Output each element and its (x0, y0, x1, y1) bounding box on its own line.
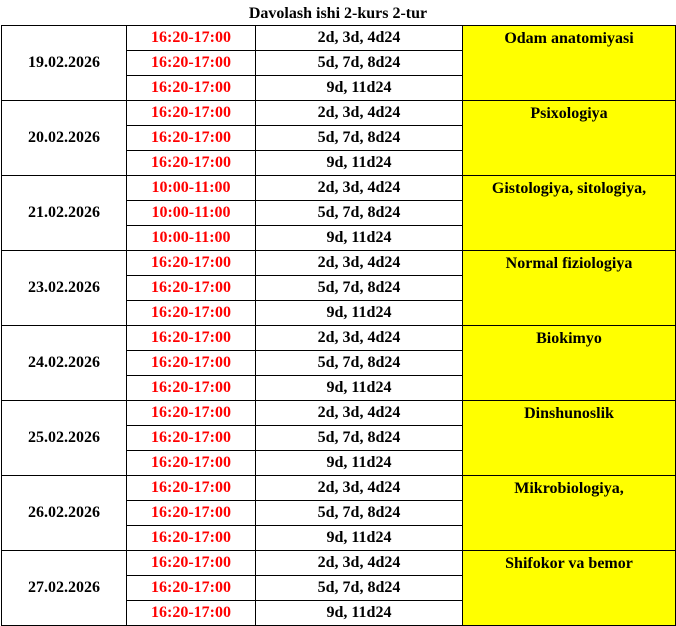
time-cell: 16:20-17:00 (127, 126, 256, 151)
time-cell: 10:00-11:00 (127, 176, 256, 201)
table-row (2, 101, 676, 126)
subject-cell: Psixologiya (463, 101, 676, 176)
groups-cell: 2d, 3d, 4d24 (256, 401, 463, 426)
groups-cell: 5d, 7d, 8d24 (256, 426, 463, 451)
time-cell: 16:20-17:00 (127, 451, 256, 476)
subject-cell: Biokimyo (463, 326, 676, 401)
date-cell: 24.02.2026 (2, 326, 127, 401)
groups-cell: 5d, 7d, 8d24 (256, 276, 463, 301)
time-cell: 16:20-17:00 (127, 51, 256, 76)
table-row (2, 26, 676, 51)
groups-cell: 5d, 7d, 8d24 (256, 501, 463, 526)
subject-cell: Odam anatomiyasi (463, 26, 676, 101)
groups-cell: 9d, 11d24 (256, 451, 463, 476)
table-row (2, 476, 676, 501)
time-cell: 16:20-17:00 (127, 601, 256, 626)
groups-cell: 5d, 7d, 8d24 (256, 51, 463, 76)
groups-cell: 5d, 7d, 8d24 (256, 576, 463, 601)
date-cell: 26.02.2026 (2, 476, 127, 551)
groups-cell: 9d, 11d24 (256, 526, 463, 551)
groups-cell: 2d, 3d, 4d24 (256, 476, 463, 501)
groups-cell: 5d, 7d, 8d24 (256, 351, 463, 376)
table-row (2, 326, 676, 351)
groups-cell: 2d, 3d, 4d24 (256, 101, 463, 126)
groups-cell: 5d, 7d, 8d24 (256, 126, 463, 151)
subject-cell: Mikrobiologiya, (463, 476, 676, 551)
time-cell: 16:20-17:00 (127, 76, 256, 101)
groups-cell: 9d, 11d24 (256, 301, 463, 326)
groups-cell: 2d, 3d, 4d24 (256, 251, 463, 276)
subject-cell: Gistologiya, sitologiya, (463, 176, 676, 251)
groups-cell: 9d, 11d24 (256, 76, 463, 101)
time-cell: 16:20-17:00 (127, 576, 256, 601)
time-cell: 16:20-17:00 (127, 276, 256, 301)
table-row (2, 551, 676, 576)
time-cell: 16:20-17:00 (127, 501, 256, 526)
schedule-table (1, 25, 676, 626)
groups-cell: 9d, 11d24 (256, 226, 463, 251)
time-cell: 10:00-11:00 (127, 201, 256, 226)
date-cell: 25.02.2026 (2, 401, 127, 476)
time-cell: 16:20-17:00 (127, 326, 256, 351)
groups-cell: 5d, 7d, 8d24 (256, 201, 463, 226)
groups-cell: 2d, 3d, 4d24 (256, 176, 463, 201)
page-title: Davolash ishi 2-kurs 2-tur (248, 5, 428, 22)
schedule-body (2, 26, 676, 626)
time-cell: 16:20-17:00 (127, 426, 256, 451)
time-cell: 16:20-17:00 (127, 101, 256, 126)
date-cell: 23.02.2026 (2, 251, 127, 326)
groups-cell: 2d, 3d, 4d24 (256, 26, 463, 51)
groups-cell: 9d, 11d24 (256, 601, 463, 626)
date-cell: 20.02.2026 (2, 101, 127, 176)
table-row (2, 176, 676, 201)
time-cell: 10:00-11:00 (127, 226, 256, 251)
subject-cell: Dinshunoslik (463, 401, 676, 476)
table-row (2, 251, 676, 276)
date-cell: 27.02.2026 (2, 551, 127, 626)
time-cell: 16:20-17:00 (127, 251, 256, 276)
groups-cell: 9d, 11d24 (256, 151, 463, 176)
time-cell: 16:20-17:00 (127, 476, 256, 501)
date-cell: 19.02.2026 (2, 26, 127, 101)
subject-cell: Normal fiziologiya (463, 251, 676, 326)
time-cell: 16:20-17:00 (127, 351, 256, 376)
table-row (2, 401, 676, 426)
time-cell: 16:20-17:00 (127, 551, 256, 576)
groups-cell: 2d, 3d, 4d24 (256, 551, 463, 576)
time-cell: 16:20-17:00 (127, 526, 256, 551)
groups-cell: 2d, 3d, 4d24 (256, 326, 463, 351)
time-cell: 16:20-17:00 (127, 26, 256, 51)
subject-cell: Shifokor va bemor (463, 551, 676, 626)
time-cell: 16:20-17:00 (127, 376, 256, 401)
time-cell: 16:20-17:00 (127, 401, 256, 426)
time-cell: 16:20-17:00 (127, 151, 256, 176)
groups-cell: 9d, 11d24 (256, 376, 463, 401)
time-cell: 16:20-17:00 (127, 301, 256, 326)
date-cell: 21.02.2026 (2, 176, 127, 251)
